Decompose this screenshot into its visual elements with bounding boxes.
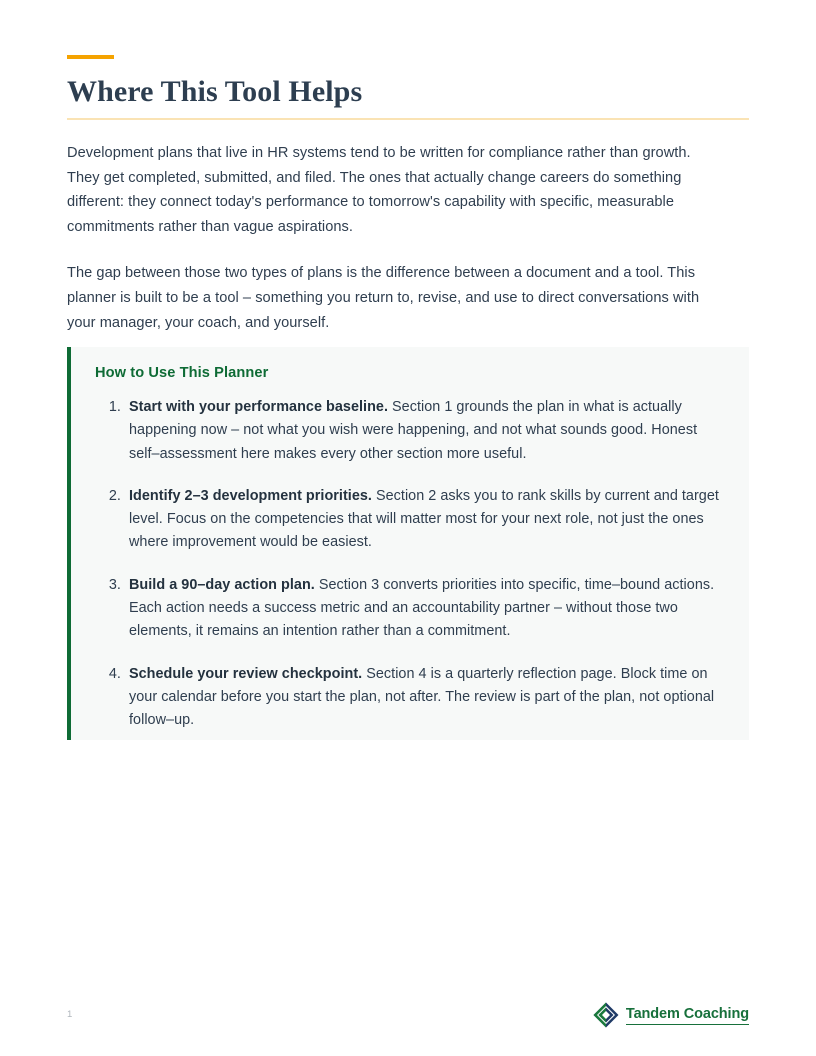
callout-heading: How to Use This Planner [95, 365, 269, 381]
list-item-text: Section 2 asks you to rank skills by current and target level. Focus on the competencies that will matter most for your next role, not just the ones where improvement would be easiest. [129, 487, 719, 551]
list-item [125, 663, 727, 733]
list-item-lead: Schedule your review checkpoint. [129, 665, 363, 682]
brand-name: Tandem Coaching [626, 1006, 749, 1025]
footer-brand [593, 1002, 749, 1028]
page-number: 1 [67, 1009, 73, 1020]
list-item-text: Section 4 is a quarterly reflection page. Block time on your calendar before you start the plan, not after. The review is part of the plan, not optional follow–up. [129, 665, 715, 729]
list-item-text: Section 3 converts priorities into specific, time–bound actions. Each action needs a success metric and an accountability partner – without those two elements, it remains an intention rather than a commitment. [129, 576, 715, 640]
list-item-lead: Build a 90–day action plan. [129, 576, 315, 593]
callout-step-list [95, 396, 727, 733]
how-to-use-callout [67, 347, 749, 740]
title-divider-rule [67, 118, 749, 120]
paragraph-1: Development plans that live in HR systems tend to be written for compliance rather than growth. They get completed, submitted, and filed. The ones that actually change careers do something different: they connect today's performance to tomorrow's capability with specific, measurable commitments rather than vague aspirations. [67, 145, 691, 235]
intro-body-copy [67, 141, 727, 335]
list-item-lead: Start with your performance baseline. [129, 399, 388, 415]
list-item-lead: Identify 2–3 development priorities. [129, 487, 372, 504]
paragraph-2: The gap between those two types of plans is the difference between a document and a tool. This planner is built to be a tool – something you return to, revise, and use to direct conversations with your manager, your coach, and yourself. [67, 265, 700, 331]
list-item [125, 485, 727, 555]
title-accent-bar [67, 55, 114, 59]
list-item [125, 396, 727, 466]
page-title: Where This Tool Helps [67, 75, 363, 108]
list-item-text: Section 1 grounds the plan in what is actually happening now – not what you wish were happening, and not what sounds good. Honest self–assessment here makes every other section more useful. [129, 399, 698, 462]
nested-diamond-icon [593, 1002, 619, 1028]
list-item [125, 574, 727, 644]
